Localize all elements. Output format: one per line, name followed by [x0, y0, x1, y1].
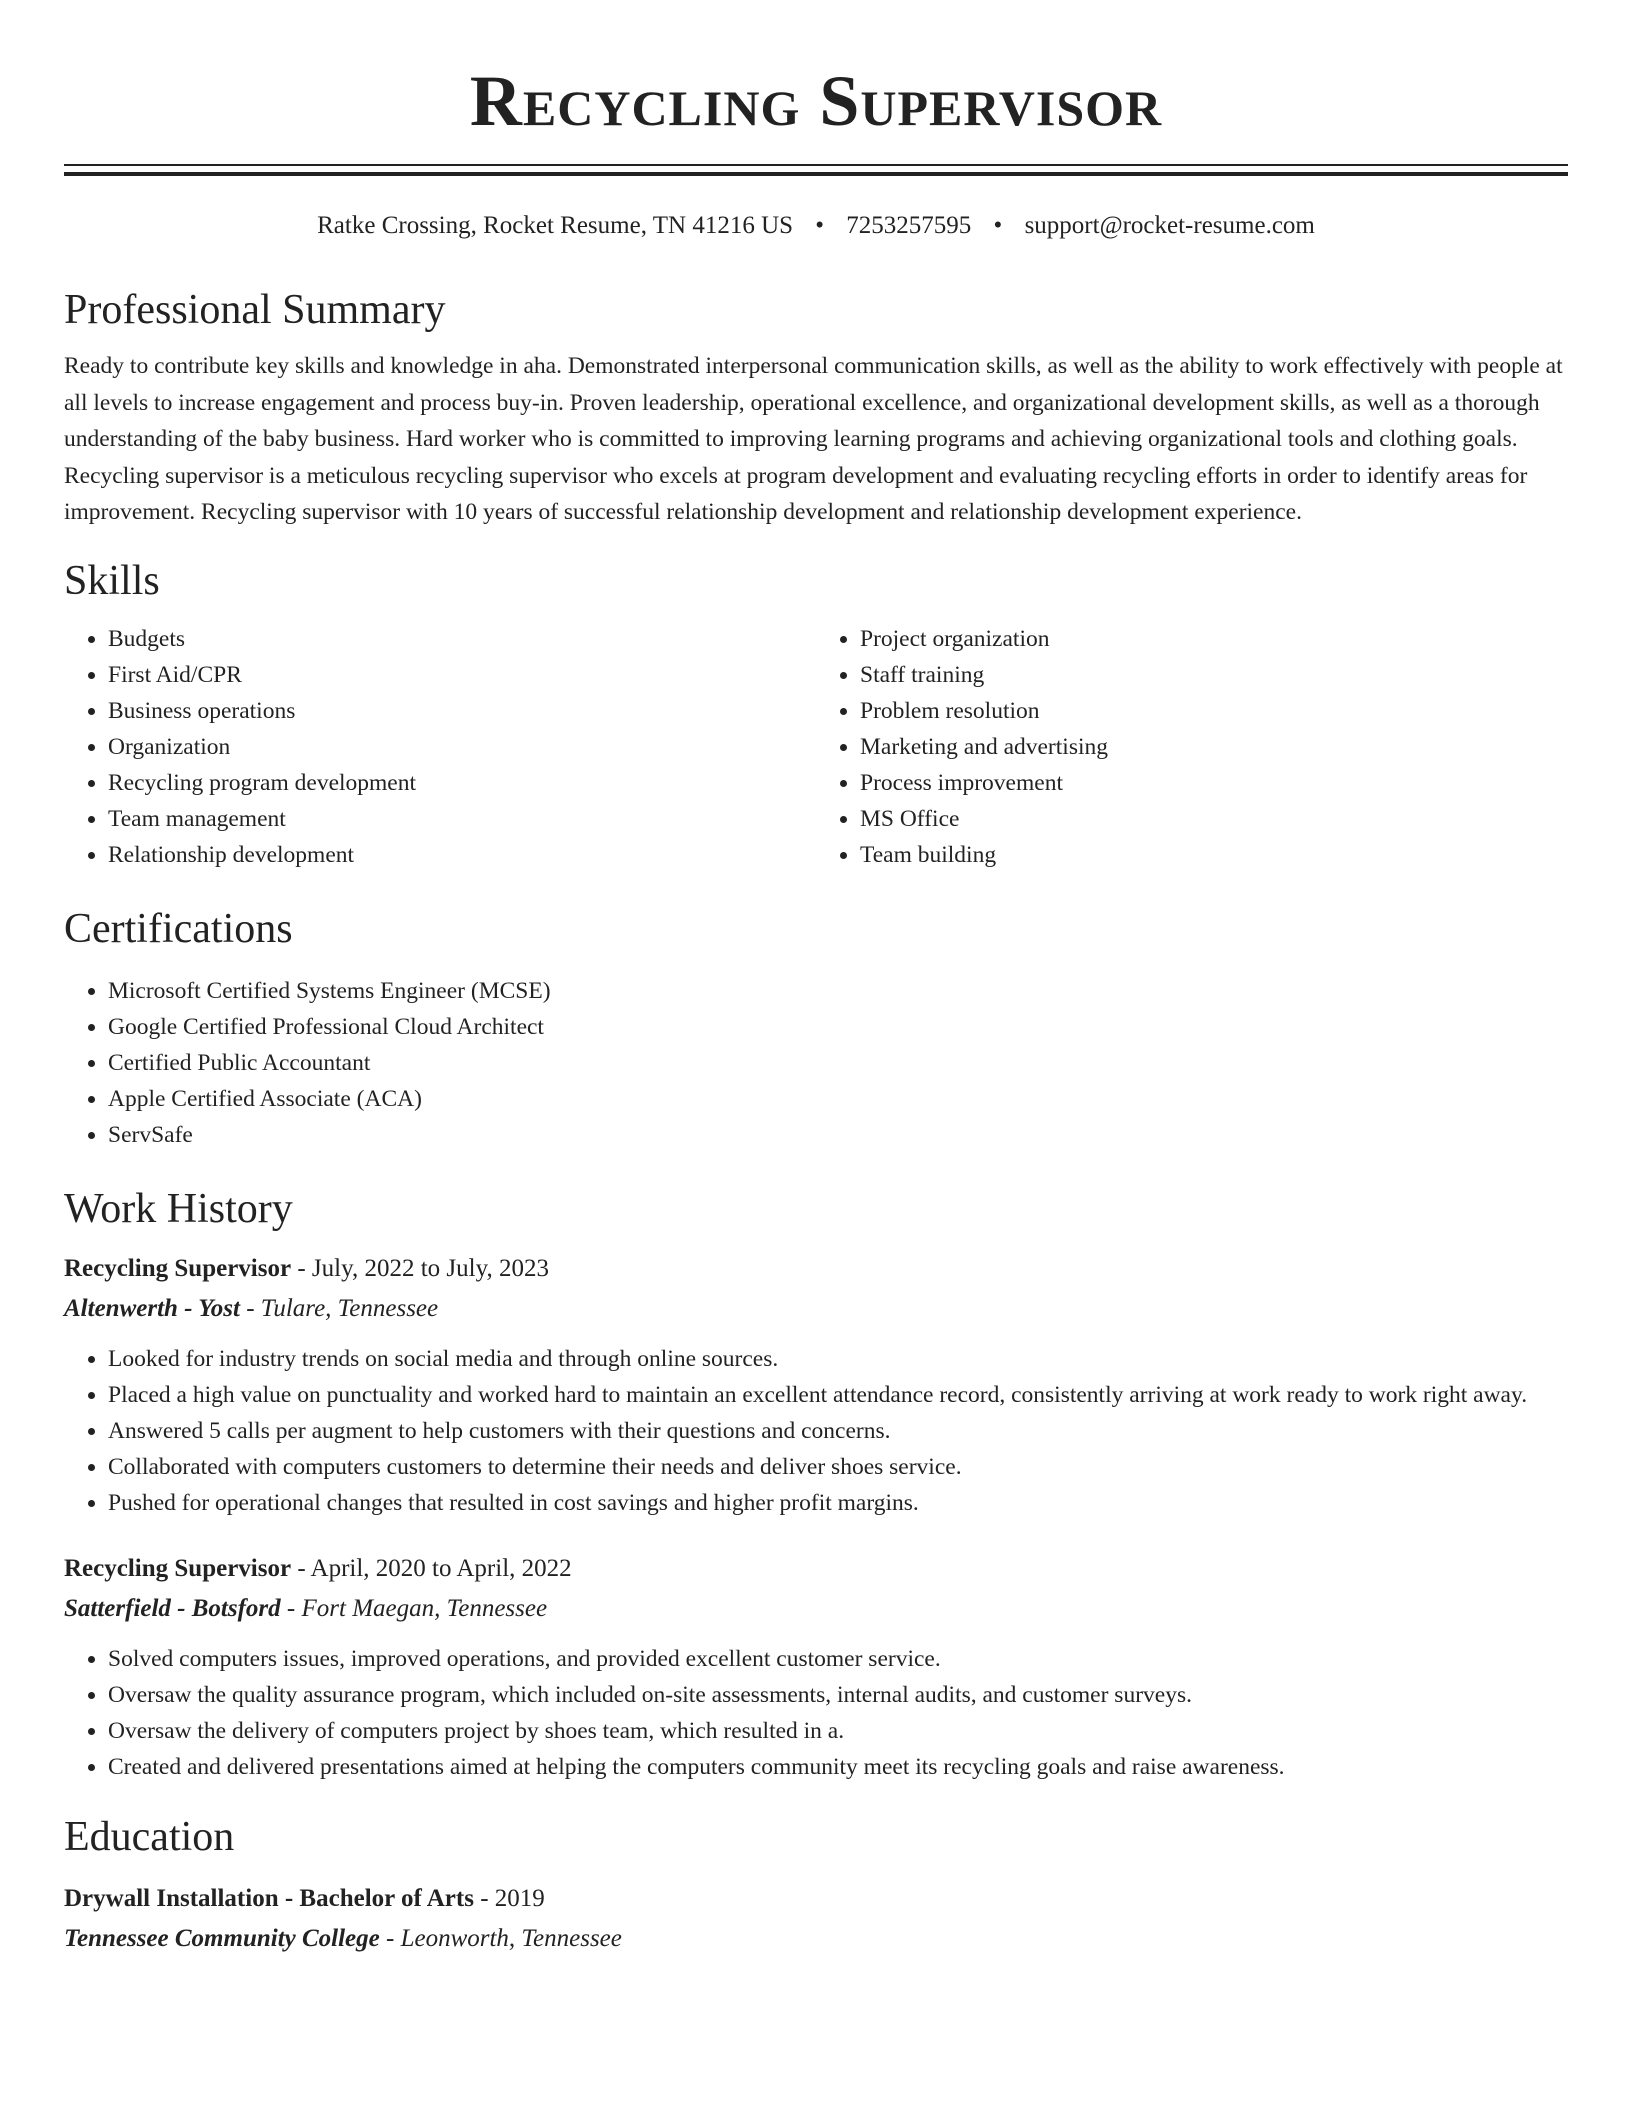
- job-entry: [64, 1551, 1568, 1785]
- job-company: Altenwerth - Yost: [64, 1294, 240, 1322]
- skill-item: • Relationship development: [108, 837, 816, 873]
- job-bullet: • Oversaw the delivery of computers project by shoes team, which resulted in a.: [108, 1713, 1568, 1749]
- job-dates: July, 2022 to July, 2023: [311, 1254, 549, 1282]
- certifications-list: [64, 973, 1568, 1153]
- education-location: Leonworth, Tennessee: [400, 1924, 622, 1952]
- contact-phone: 7253257595: [846, 212, 972, 239]
- contact-line: [64, 210, 1568, 242]
- job-bullet: • Oversaw the quality assurance program, which included on-site assessments, internal audits, and customer surveys.: [108, 1677, 1568, 1713]
- job-title: Recycling Supervisor: [64, 1254, 292, 1282]
- skill-item: • Process improvement: [860, 765, 1568, 801]
- certification-item: • Google Certified Professional Cloud Architect: [108, 1009, 1568, 1045]
- job-title: Recycling Supervisor: [64, 1554, 292, 1582]
- skill-item: • First Aid/CPR: [108, 657, 816, 693]
- education-dash: -: [473, 1884, 495, 1912]
- skill-item: • Project organization: [860, 621, 1568, 657]
- summary-text: Ready to contribute key skills and knowledge in aha. Demonstrated interpersonal communication skills, as well as the ability to work effectively with people at all levels to increase engagement and process buy-in. Proven leadership, operational excellence, and organizational development skills, as well as a thorough understanding of the baby business. Hard worker who is committed to improving learning programs and achieving organizational tools and clothing goals. Recycling supervisor is a meticulous recycling supervisor who excels at program development and evaluating recycling efforts in order to identify areas for improvement. Recycling supervisor with 10 years of successful relationship development and relationship development experience.: [64, 353, 1563, 525]
- skill-item: • Staff training: [860, 657, 1568, 693]
- skills-heading: Skills: [64, 557, 160, 604]
- skill-item: • Recycling program development: [108, 765, 816, 801]
- skills-list-left: [64, 621, 816, 873]
- education-degree-line: [64, 1881, 1568, 1917]
- contact-address: Ratke Crossing, Rocket Resume, TN 41216 US: [317, 212, 794, 239]
- education-school-line: [64, 1921, 1568, 1957]
- skill-item: • MS Office: [860, 801, 1568, 837]
- contact-email: support@rocket-resume.com: [1024, 212, 1315, 239]
- job-bullet: • Created and delivered presentations aimed at helping the computers community meet its recycling goals and raise awareness.: [108, 1749, 1568, 1785]
- job-dash: -: [291, 1254, 312, 1282]
- certifications-heading: Certifications: [64, 905, 293, 952]
- certification-item: • Certified Public Accountant: [108, 1045, 1568, 1081]
- skill-item: • Team building: [860, 837, 1568, 873]
- skill-item: • Team management: [108, 801, 816, 837]
- job-company-line: [64, 1591, 1568, 1627]
- certification-item: • ServSafe: [108, 1117, 1568, 1153]
- job-dash: -: [239, 1294, 261, 1322]
- job-bullet: • Collaborated with computers customers to determine their needs and deliver shoes service.: [108, 1449, 1568, 1485]
- work-history-heading: Work History: [64, 1185, 293, 1232]
- skill-item: • Problem resolution: [860, 693, 1568, 729]
- certification-item: • Apple Certified Associate (ACA): [108, 1081, 1568, 1117]
- header-rule-thin: [64, 164, 1568, 166]
- contact-separator: •: [993, 212, 1003, 239]
- header-rule-thick: [64, 172, 1568, 176]
- job-title-line: [64, 1551, 1568, 1587]
- skill-item: • Marketing and advertising: [860, 729, 1568, 765]
- education-heading: Education: [64, 1813, 235, 1860]
- skill-item: • Business operations: [108, 693, 816, 729]
- education-degree: Drywall Installation - Bachelor of Arts: [64, 1884, 474, 1912]
- job-bullet: • Looked for industry trends on social media and through online sources.: [108, 1341, 1568, 1377]
- skill-item: • Budgets: [108, 621, 816, 657]
- skill-item: • Organization: [108, 729, 816, 765]
- education-school: Tennessee Community College: [64, 1924, 380, 1952]
- certification-item: • Microsoft Certified Systems Engineer (MCSE): [108, 973, 1568, 1009]
- job-bullet: • Solved computers issues, improved operations, and provided excellent customer service.: [108, 1641, 1568, 1677]
- job-company-line: [64, 1291, 1568, 1327]
- job-bullet: • Answered 5 calls per augment to help customers with their questions and concerns.: [108, 1413, 1568, 1449]
- skills-grid: [64, 621, 1568, 873]
- job-location: Fort Maegan, Tennessee: [301, 1594, 548, 1622]
- job-bullets: [64, 1641, 1568, 1785]
- job-bullets: [64, 1341, 1568, 1521]
- job-dates: April, 2020 to April, 2022: [310, 1554, 572, 1582]
- job-company: Satterfield - Botsford: [64, 1594, 281, 1622]
- job-entry: [64, 1251, 1568, 1521]
- resume-name: Recycling Supervisor: [469, 61, 1163, 141]
- education-year: 2019: [494, 1884, 545, 1912]
- job-dash: -: [280, 1594, 302, 1622]
- job-dash: -: [291, 1554, 311, 1582]
- education-dash: -: [379, 1924, 401, 1952]
- job-bullet: • Placed a high value on punctuality and worked hard to maintain an excellent attendance record, consistently arriving at work ready to work right away.: [108, 1377, 1568, 1413]
- contact-separator: •: [815, 212, 825, 239]
- skills-list-right: [816, 621, 1568, 873]
- job-title-line: [64, 1251, 1568, 1287]
- job-location: Tulare, Tennessee: [260, 1294, 439, 1322]
- job-bullet: • Pushed for operational changes that resulted in cost savings and higher profit margins.: [108, 1485, 1568, 1521]
- summary-heading: Professional Summary: [64, 287, 446, 333]
